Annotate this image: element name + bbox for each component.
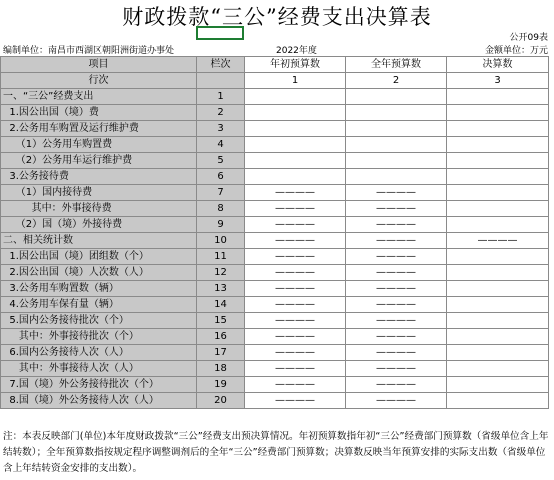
table-row bbox=[1, 377, 549, 393]
table-row bbox=[1, 169, 549, 185]
cell-annual-budget[interactable] bbox=[346, 169, 447, 185]
table-row bbox=[1, 137, 549, 153]
row-label[interactable]: 2.公务用车购置及运行维护费 bbox=[1, 121, 197, 137]
cell-annual-budget[interactable]: ———— bbox=[346, 329, 447, 345]
table-row bbox=[1, 105, 549, 121]
table-row bbox=[1, 313, 549, 329]
row-number[interactable]: 15 bbox=[197, 313, 245, 329]
table-row bbox=[1, 281, 549, 297]
table-row bbox=[1, 185, 549, 201]
row-number[interactable]: 6 bbox=[197, 169, 245, 185]
cell-final-account[interactable] bbox=[447, 265, 549, 281]
row-label[interactable]: 1.因公出国（境）费 bbox=[1, 105, 197, 121]
cell-final-account[interactable] bbox=[447, 345, 549, 361]
cell-final-account[interactable] bbox=[447, 169, 549, 185]
header-row-no: 栏次 bbox=[197, 57, 245, 73]
header-row-label: 行次 bbox=[1, 73, 197, 89]
cell-final-account[interactable] bbox=[447, 185, 549, 201]
row-label[interactable]: 3.公务接待费 bbox=[1, 169, 197, 185]
row-number[interactable]: 10 bbox=[197, 233, 245, 249]
table-row bbox=[1, 265, 549, 281]
cell-annual-budget[interactable] bbox=[346, 89, 447, 105]
expense-table bbox=[0, 56, 549, 409]
header-col3: 决算数 bbox=[447, 57, 549, 73]
cell-initial-budget[interactable] bbox=[245, 121, 346, 137]
cell-initial-budget[interactable]: ———— bbox=[245, 377, 346, 393]
table-row bbox=[1, 345, 549, 361]
cell-final-account[interactable] bbox=[447, 361, 549, 377]
cell-annual-budget[interactable]: ———— bbox=[346, 297, 447, 313]
row-number[interactable]: 20 bbox=[197, 393, 245, 409]
cell-final-account[interactable] bbox=[447, 393, 549, 409]
row-number[interactable]: 13 bbox=[197, 281, 245, 297]
cell-final-account[interactable] bbox=[447, 153, 549, 169]
cell-initial-budget[interactable]: ———— bbox=[245, 361, 346, 377]
cell-initial-budget[interactable] bbox=[245, 105, 346, 121]
cell-annual-budget[interactable] bbox=[346, 153, 447, 169]
cell-initial-budget[interactable]: ———— bbox=[245, 249, 346, 265]
cell-initial-budget[interactable]: ———— bbox=[245, 265, 346, 281]
table-row bbox=[1, 297, 549, 313]
cell-annual-budget[interactable]: ———— bbox=[346, 249, 447, 265]
cell-initial-budget[interactable]: ———— bbox=[245, 233, 346, 249]
cell-annual-budget[interactable]: ———— bbox=[346, 393, 447, 409]
row-label[interactable]: 其中：外事接待人次（人） bbox=[1, 361, 197, 377]
row-number[interactable]: 11 bbox=[197, 249, 245, 265]
row-number[interactable]: 3 bbox=[197, 121, 245, 137]
cell-final-account[interactable] bbox=[447, 249, 549, 265]
compiling-unit: 编制单位：南昌市西湖区朝阳洲街道办事处 bbox=[3, 46, 175, 56]
cell-final-account[interactable] bbox=[447, 281, 549, 297]
cell-initial-budget[interactable]: ———— bbox=[245, 297, 346, 313]
cell-initial-budget[interactable]: ———— bbox=[245, 393, 346, 409]
cell-final-account[interactable]: ———— bbox=[447, 233, 549, 249]
header-row bbox=[1, 57, 549, 73]
row-label[interactable]: 8.国（境）外公务接待人次（人） bbox=[1, 393, 197, 409]
table-row bbox=[1, 121, 549, 137]
row-label[interactable]: 一、“三公”经费支出 bbox=[1, 89, 197, 105]
form-code: 公开09表 bbox=[509, 33, 548, 43]
report-year: 2022年度 bbox=[276, 46, 317, 56]
row-number[interactable]: 4 bbox=[197, 137, 245, 153]
row-label[interactable]: 7.国（境）外公务接待批次（个） bbox=[1, 377, 197, 393]
cell-initial-budget[interactable]: ———— bbox=[245, 281, 346, 297]
cell-final-account[interactable] bbox=[447, 217, 549, 233]
cell-initial-budget[interactable]: ———— bbox=[245, 201, 346, 217]
row-number[interactable]: 14 bbox=[197, 297, 245, 313]
table-row bbox=[1, 89, 549, 105]
cell-initial-budget[interactable] bbox=[245, 89, 346, 105]
cell-annual-budget[interactable]: ———— bbox=[346, 201, 447, 217]
cell-final-account[interactable] bbox=[447, 201, 549, 217]
cell-initial-budget[interactable]: ———— bbox=[245, 345, 346, 361]
cell-initial-budget[interactable]: ———— bbox=[245, 217, 346, 233]
header-col3-no: 3 bbox=[447, 73, 549, 89]
cell-final-account[interactable] bbox=[447, 121, 549, 137]
row-label[interactable]: （2）国（境）外接待费 bbox=[1, 217, 197, 233]
cell-annual-budget[interactable]: ———— bbox=[346, 265, 447, 281]
table-row bbox=[1, 249, 549, 265]
row-number[interactable]: 18 bbox=[197, 361, 245, 377]
row-label[interactable]: （2）公务用车运行维护费 bbox=[1, 153, 197, 169]
row-label[interactable]: 2.因公出国（境）人次数（人） bbox=[1, 265, 197, 281]
row-number[interactable]: 2 bbox=[197, 105, 245, 121]
row-label[interactable]: 4.公务用车保有量（辆） bbox=[1, 297, 197, 313]
cell-annual-budget[interactable] bbox=[346, 121, 447, 137]
row-label[interactable]: 其中：外事接待费 bbox=[1, 201, 197, 217]
header-blank bbox=[197, 73, 245, 89]
row-label[interactable]: 3.公务用车购置数（辆） bbox=[1, 281, 197, 297]
cell-final-account[interactable] bbox=[447, 137, 549, 153]
header-col1-no: 1 bbox=[245, 73, 346, 89]
cell-final-account[interactable] bbox=[447, 297, 549, 313]
cell-annual-budget[interactable]: ———— bbox=[346, 281, 447, 297]
row-number[interactable]: 19 bbox=[197, 377, 245, 393]
cell-annual-budget[interactable]: ———— bbox=[346, 377, 447, 393]
cell-final-account[interactable] bbox=[447, 377, 549, 393]
row-number[interactable]: 1 bbox=[197, 89, 245, 105]
row-number[interactable]: 12 bbox=[197, 265, 245, 281]
report-title: 财政拨款“三公”经费支出决算表 bbox=[122, 5, 432, 29]
table-row bbox=[1, 393, 549, 409]
cell-annual-budget[interactable] bbox=[346, 105, 447, 121]
amount-unit: 金额单位：万元 bbox=[484, 46, 548, 56]
row-number[interactable]: 7 bbox=[197, 185, 245, 201]
row-label[interactable]: （1）公务用车购置费 bbox=[1, 137, 197, 153]
row-number[interactable]: 8 bbox=[197, 201, 245, 217]
cell-initial-budget[interactable] bbox=[245, 137, 346, 153]
table-row bbox=[1, 361, 549, 377]
cell-initial-budget[interactable] bbox=[245, 153, 346, 169]
cell-annual-budget[interactable]: ———— bbox=[346, 313, 447, 329]
header-col2-no: 2 bbox=[346, 73, 447, 89]
cell-final-account[interactable] bbox=[447, 89, 549, 105]
row-number[interactable]: 17 bbox=[197, 345, 245, 361]
header-index-row bbox=[1, 73, 549, 89]
table-row bbox=[1, 153, 549, 169]
cell-annual-budget[interactable]: ———— bbox=[346, 345, 447, 361]
cell-annual-budget[interactable]: ———— bbox=[346, 217, 447, 233]
cell-initial-budget[interactable] bbox=[245, 169, 346, 185]
cell-annual-budget[interactable]: ———— bbox=[346, 233, 447, 249]
cell-annual-budget[interactable]: ———— bbox=[346, 185, 447, 201]
cell-final-account[interactable] bbox=[447, 313, 549, 329]
header-col1: 年初预算数 bbox=[245, 57, 346, 73]
header-col2: 全年预算数 bbox=[346, 57, 447, 73]
row-label[interactable]: 5.国内公务接待批次（个） bbox=[1, 313, 197, 329]
row-number[interactable]: 16 bbox=[197, 329, 245, 345]
selected-cell[interactable] bbox=[196, 26, 244, 40]
row-label[interactable]: 6.国内公务接待人次（人） bbox=[1, 345, 197, 361]
row-number[interactable]: 5 bbox=[197, 153, 245, 169]
cell-initial-budget[interactable]: ———— bbox=[245, 185, 346, 201]
cell-final-account[interactable] bbox=[447, 329, 549, 345]
row-label[interactable]: （1）国内接待费 bbox=[1, 185, 197, 201]
table-row bbox=[1, 233, 549, 249]
cell-annual-budget[interactable] bbox=[346, 137, 447, 153]
row-label[interactable]: 二、相关统计数 bbox=[1, 233, 197, 249]
cell-initial-budget[interactable]: ———— bbox=[245, 329, 346, 345]
row-label[interactable]: 1.因公出国（境）团组数（个） bbox=[1, 249, 197, 265]
table-row bbox=[1, 217, 549, 233]
row-label[interactable]: 其中：外事接待批次（个） bbox=[1, 329, 197, 345]
cell-initial-budget[interactable]: ———— bbox=[245, 313, 346, 329]
header-item: 项目 bbox=[1, 57, 197, 73]
table-row bbox=[1, 329, 549, 345]
row-number[interactable]: 9 bbox=[197, 217, 245, 233]
footnote: 注：本表反映部门(单位)本年度财政拨款“三公”经费支出预决算情况。年初预算数指年初“三公”经费部门预算数（省级单位含上年结转数）；全年预算数指按规定程序调整调剂后的全年“三公”经费部门预算数；决算数反映当年预算安排的实际支出数（省级单位含上年结转资金安排的支出数）。 bbox=[3, 431, 549, 474]
cell-annual-budget[interactable]: ———— bbox=[346, 361, 447, 377]
table-row bbox=[1, 201, 549, 217]
cell-final-account[interactable] bbox=[447, 105, 549, 121]
